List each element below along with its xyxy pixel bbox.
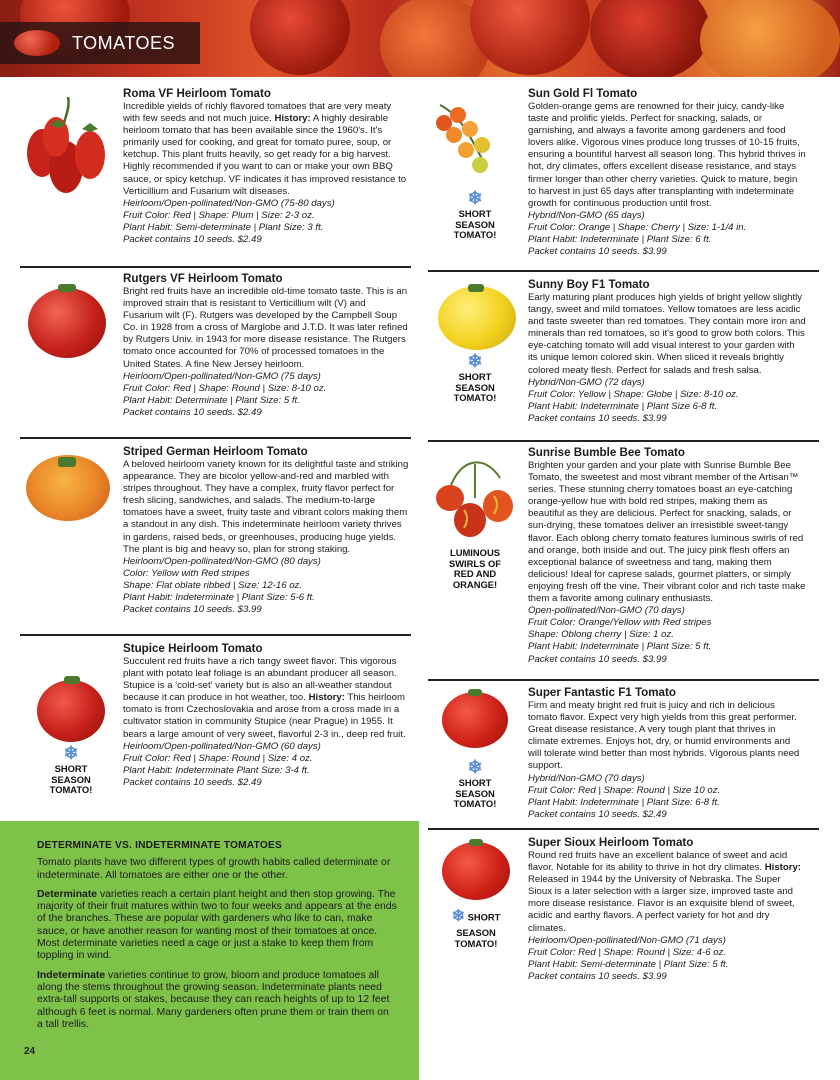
product-rutgers xyxy=(0,270,420,435)
divider xyxy=(428,679,819,681)
product-price: Packet contains 10 seeds. $3.99 xyxy=(528,246,667,258)
product-description: Golden-orange gems are renowned for their juicy, candy-like taste and prolific yields. Perfect for snacking, salads, or garnishing, and always a favorite among gardeners and food lovers alike. Vigorous vines produce long trusses of 10-15 fruits, ensuring a bountiful harvest all season long. This hybrid thrives in hot, dry climates, offers excellent disease resistance, and stays firmer longer than other cherry varieties. Quick to mature, begin to harvest in just 65 days after transplanting with indeterminate growth for continuous production until frost. xyxy=(528,101,806,209)
stupice-tomato-image xyxy=(37,680,105,742)
product-super-fantastic xyxy=(428,684,840,829)
product-meta-3: Shape: Oblong cherry | Size: 1 oz. xyxy=(528,629,674,641)
product-meta-2: Color: Yellow with Red stripes xyxy=(123,567,250,579)
product-meta-1: Heirloom/Open-pollinated/Non-GMO (60 days) xyxy=(123,740,321,752)
tomato-thumbnail xyxy=(14,30,60,56)
product-description: Round red fruits have an excellent balance of sweet and acid flavor. Notable for its ability to thrive in hot dry climates. History: Released in 1944 by the University of Nebraska. The Super Sioux is a later selection with a larger size, improved taste and more disease resistance. Flavor is an exquisite blend of sweet, acidic and earthy flavors. A perfect variety for hot and dry climates. xyxy=(528,850,801,934)
snowflake-icon: ❄ xyxy=(63,743,79,763)
product-stupice xyxy=(0,640,420,818)
product-price: Packet contains 10 seeds. $3.99 xyxy=(123,604,262,616)
product-sun-gold xyxy=(428,85,840,270)
product-price: Packet contains 10 seeds. $2.49 xyxy=(528,808,667,820)
product-meta-1: Heirloom/Open-pollinated/Non-GMO (71 days) xyxy=(528,934,726,946)
product-name: Roma VF Heirloom Tomato xyxy=(123,87,271,100)
divider xyxy=(428,440,819,442)
product-meta-1: Heirloom/Open-pollinated/Non-GMO (75 days) xyxy=(123,370,321,382)
snowflake-icon: ❄ xyxy=(467,757,483,777)
short-season-badge: ❄ SHORT SEASON TOMATO! xyxy=(38,744,104,796)
snowflake-icon: ❄ xyxy=(467,351,483,371)
product-price: Packet contains 10 seeds. $2.49 xyxy=(123,234,262,246)
product-price: Packet contains 10 seeds. $3.99 xyxy=(528,653,667,665)
product-price: Packet contains 10 seeds. $3.99 xyxy=(528,412,667,424)
product-meta-3: Plant Habit: Semi-determinate | Plant Size: 5 ft. xyxy=(528,958,729,970)
product-description: Brighten your garden and your plate with Sunrise Bumble Bee Tomato, the sweetest and most vibrant member of the Artisan™ series. These stunning cherry tomatoes boast an eye-catching orange-yellow hue with bold red stripes, making them as beautiful as they are delicious. Perfect for snacking, salads, or sun-drying, these tomatoes deliver an irresistible sweet-tangy flavor. Each oblong cherry tomato features luminous swirls of red and orange, both inside and out. The juicy pink flesh offers an exceptional balance of sweetness and tang, making them delicious! Ideal for caprese salads, gourmet platters, or simply enjoying fresh off the vine. Their vibrant color and rich taste make them a favorite among culinary enthusiasts. xyxy=(528,460,806,605)
roma-tomato-image xyxy=(20,95,115,205)
product-description: A beloved heirloom variety known for its delightful taste and striking appearance. They are bicolor yellow-and-red and marbled with stripes throughout. They have a complex, fruity flavor perfect for fresh slicing, sandwiches, and salads. The medium-to-large tomatoes have a sweet, fruity taste and vibrant colors making them a standout in any dish. This indeterminate heirloom variety thrives in gardens, raised beds, or greenhouses, producing huge yields. The plant is big and heavy so, plan for strong staking. xyxy=(123,459,409,555)
product-meta-2: Fruit Color: Yellow | Shape: Globe | Size: 8-10 oz. xyxy=(528,388,739,400)
short-season-badge: ❄ SHORT SEASON TOMATO! xyxy=(442,758,508,810)
product-meta-1: Hybrid/Non-GMO (70 days) xyxy=(528,772,645,784)
product-price: Packet contains 10 seeds. $2.49 xyxy=(123,776,262,788)
short-season-badge: ❄ SHORT SEASON TOMATO! xyxy=(442,352,508,404)
product-name: Super Fantastic F1 Tomato xyxy=(528,686,676,699)
divider xyxy=(20,266,411,268)
product-description: Early maturing plant produces high yields of bright yellow slightly tangy, sweet and mild tomatoes. Yellow tomatoes are less acidic and taste sweeter than red tomatoes. They contain more iron and minerals than red tomatoes, so it's good to grow both colors. This eye-catching tomato will add visual interest to your garden with its unique lemon colored skin. When sliced it reveals brightly colored meaty flesh. Perfect for salads and fresh salsa. xyxy=(528,292,806,376)
product-super-sioux xyxy=(428,834,840,984)
product-meta-3: Plant Habit: Indeterminate | Plant Size: 6-8 ft. xyxy=(528,796,720,808)
product-meta-2: Fruit Color: Red | Shape: Round | Size 10 oz. xyxy=(528,784,721,796)
product-meta-3: Shape: Flat oblate ribbed | Size: 12-16 oz. xyxy=(123,579,303,591)
info-box-indeterminate: Indeterminate varieties continue to grow, bloom and produce tomatoes all along the stems throughout the growing season. Indeterminate plants need extra-tall supports or stakes, because they can reach heights of up to 12 feet although 6 feet is normal. Many gardeners often prune them or train them on a tall trellis. xyxy=(37,969,390,1030)
short-season-badge: ❄ SHORT SEASON TOMATO! xyxy=(451,908,501,949)
section-title-tab xyxy=(0,22,200,64)
info-box-intro: Tomato plants have two different types of growth habits called determinate or indeterminate. All tomatoes are either one or the other. xyxy=(37,857,391,881)
super-sioux-tomato-image xyxy=(442,842,510,900)
product-meta-2: Fruit Color: Red | Shape: Round | Size: 8-10 oz. xyxy=(123,382,327,394)
luminous-badge: LUMINOUS SWIRLS OF RED AND ORANGE! xyxy=(448,547,502,590)
divider xyxy=(20,634,411,636)
product-meta-2: Fruit Color: Orange | Shape: Cherry | Size: 1-1/4 in. xyxy=(528,221,747,233)
product-meta-1: Heirloom/Open-pollinated/Non-GMO (80 days) xyxy=(123,555,321,567)
product-meta-4: Plant Habit: Indeterminate | Plant Size: 5 ft. xyxy=(528,641,712,653)
product-description: Firm and meaty bright red fruit is juicy and rich in delicious tomato flavor. Expect very high yields from this great performer. Great disease resistance. A very tough plant that thrives in climate extremes. Enjoys hot, dry, or humid environments and will tolerate wind better than most hybrids. Vigorous plants need support. xyxy=(528,700,800,772)
product-price: Packet contains 10 seeds. $2.49 xyxy=(123,406,262,418)
super-fantastic-tomato-image xyxy=(442,692,508,748)
info-box-heading: DETERMINATE VS. INDETERMINATE TOMATOES xyxy=(37,840,282,851)
product-description: Incredible yields of richly flavored tomatoes that are very meaty with few seeds and not much juice. History: A highly desirable heirloom tomato that has been available since the 1960's. It's primarily used for cooking, and great for tomato puree, soup, or ketchup. This plant fruits heavily, so get ready for a big harvest. Highly recommended if you want to can or make your own BBQ sauce, or spicy ketchup. VF indicates it has improved resistance to Verticillium and Fusarium wilt diseases. xyxy=(123,101,407,197)
short-season-badge: ❄ SHORT SEASON TOMATO! xyxy=(442,189,508,241)
section-title: TOMATOES xyxy=(72,32,176,53)
product-meta-1: Hybrid/Non-GMO (65 days) xyxy=(528,209,645,221)
product-meta-3: Plant Habit: Indeterminate | Plant Size: 6 ft. xyxy=(528,234,712,246)
divider xyxy=(428,828,819,830)
page-number: 24 xyxy=(24,1046,36,1057)
sun-gold-tomato-image xyxy=(430,95,500,185)
product-meta-3: Plant Habit: Indeterminate | Plant Size 6-8 ft. xyxy=(528,400,718,412)
product-name: Stupice Heirloom Tomato xyxy=(123,642,263,655)
snowflake-icon: ❄ xyxy=(451,908,465,925)
product-name: Rutgers VF Heirloom Tomato xyxy=(123,272,283,285)
product-name: Sunrise Bumble Bee Tomato xyxy=(528,446,685,459)
product-description: Bright red fruits have an incredible old-time tomato taste. This is an improved strain that is resistant to Verticillium wilt (V) and Fusarium wilt (F). Rutgers was developed by the Campbell Soup Co. in 1928 from a cross of Marglobe and J.T.D. It was later refined by Rutgers Univ. in 1943 for more disease resistance. The Rutgers tomato once accounted for 70% of processed tomatoes in the United States. A fine New Jersey heirloom. xyxy=(123,286,408,370)
info-box-determinate xyxy=(0,821,419,1080)
product-meta-3: Plant Habit: Indeterminate Plant Size: 3-4 ft. xyxy=(123,764,310,776)
snowflake-icon: ❄ xyxy=(467,188,483,208)
product-name: Sunny Boy F1 Tomato xyxy=(528,278,650,291)
product-meta-3: Plant Habit: Determinate | Plant Size: 5 ft. xyxy=(123,394,300,406)
product-price: Packet contains 10 seeds. $3.99 xyxy=(528,970,667,982)
product-meta-2: Fruit Color: Red | Shape: Round | Size: 4 oz. xyxy=(123,752,313,764)
divider xyxy=(428,270,819,272)
product-name: Sun Gold Fl Tomato xyxy=(528,87,638,100)
info-box-determinate: Determinate varieties reach a certain plant height and then stop growing. The majority of their fruit matures within two to four weeks and appears at the ends of the branches. These are popular with gardeners who like to can, make sauce, or have another reason for wanting most of their tomatoes at once. Most determinate varieties need a cage or just a stake to keep them from toppling in wind. xyxy=(37,888,397,962)
product-meta-1: Heirloom/Open-pollinated/Non-GMO (75-80 days) xyxy=(123,197,335,209)
product-meta-1: Hybrid/Non-GMO (72 days) xyxy=(528,376,645,388)
product-name: Super Sioux Heirloom Tomato xyxy=(528,836,694,849)
product-meta-2: Fruit Color: Orange/Yellow with Red stripes xyxy=(528,617,712,629)
product-meta-2: Fruit Color: Red | Shape: Round | Size: 4-6 oz. xyxy=(528,946,727,958)
product-meta-2: Fruit Color: Red | Shape: Plum | Size: 2-3 oz. xyxy=(123,209,315,221)
product-roma xyxy=(0,85,420,265)
rutgers-tomato-image xyxy=(28,288,106,358)
bumble-bee-tomato-image xyxy=(430,448,520,544)
product-meta-3: Plant Habit: Semi-determinate | Plant Size: 3 ft. xyxy=(123,221,324,233)
product-sunny-boy xyxy=(428,276,840,441)
product-name: Striped German Heirloom Tomato xyxy=(123,445,308,458)
product-meta-4: Plant Habit: Indeterminate | Plant Size: 5-6 ft. xyxy=(123,592,315,604)
product-striped-german xyxy=(0,443,420,633)
product-sunrise-bumble-bee xyxy=(428,444,840,680)
product-description: Succulent red fruits have a rich tangy sweet flavor. This vigorous plant with potato leaf foliage is an abundant producer all season. Stupice is a 'cold-set' variety but is also an all-weather standout because it can produce in hot weather, too. History: This heirloom tomato is from Czechoslovakia and arose from a cross made in a cultivator station in community Stupice (near Prague) in 1955. It bears a large amount of very sweet, flavorful 2-3 in., deep red fruit. xyxy=(123,656,406,740)
product-meta-1: Open-pollinated/Non-GMO (70 days) xyxy=(528,605,685,617)
sunny-boy-tomato-image xyxy=(438,286,516,350)
header-banner xyxy=(0,0,840,77)
divider xyxy=(20,437,411,439)
